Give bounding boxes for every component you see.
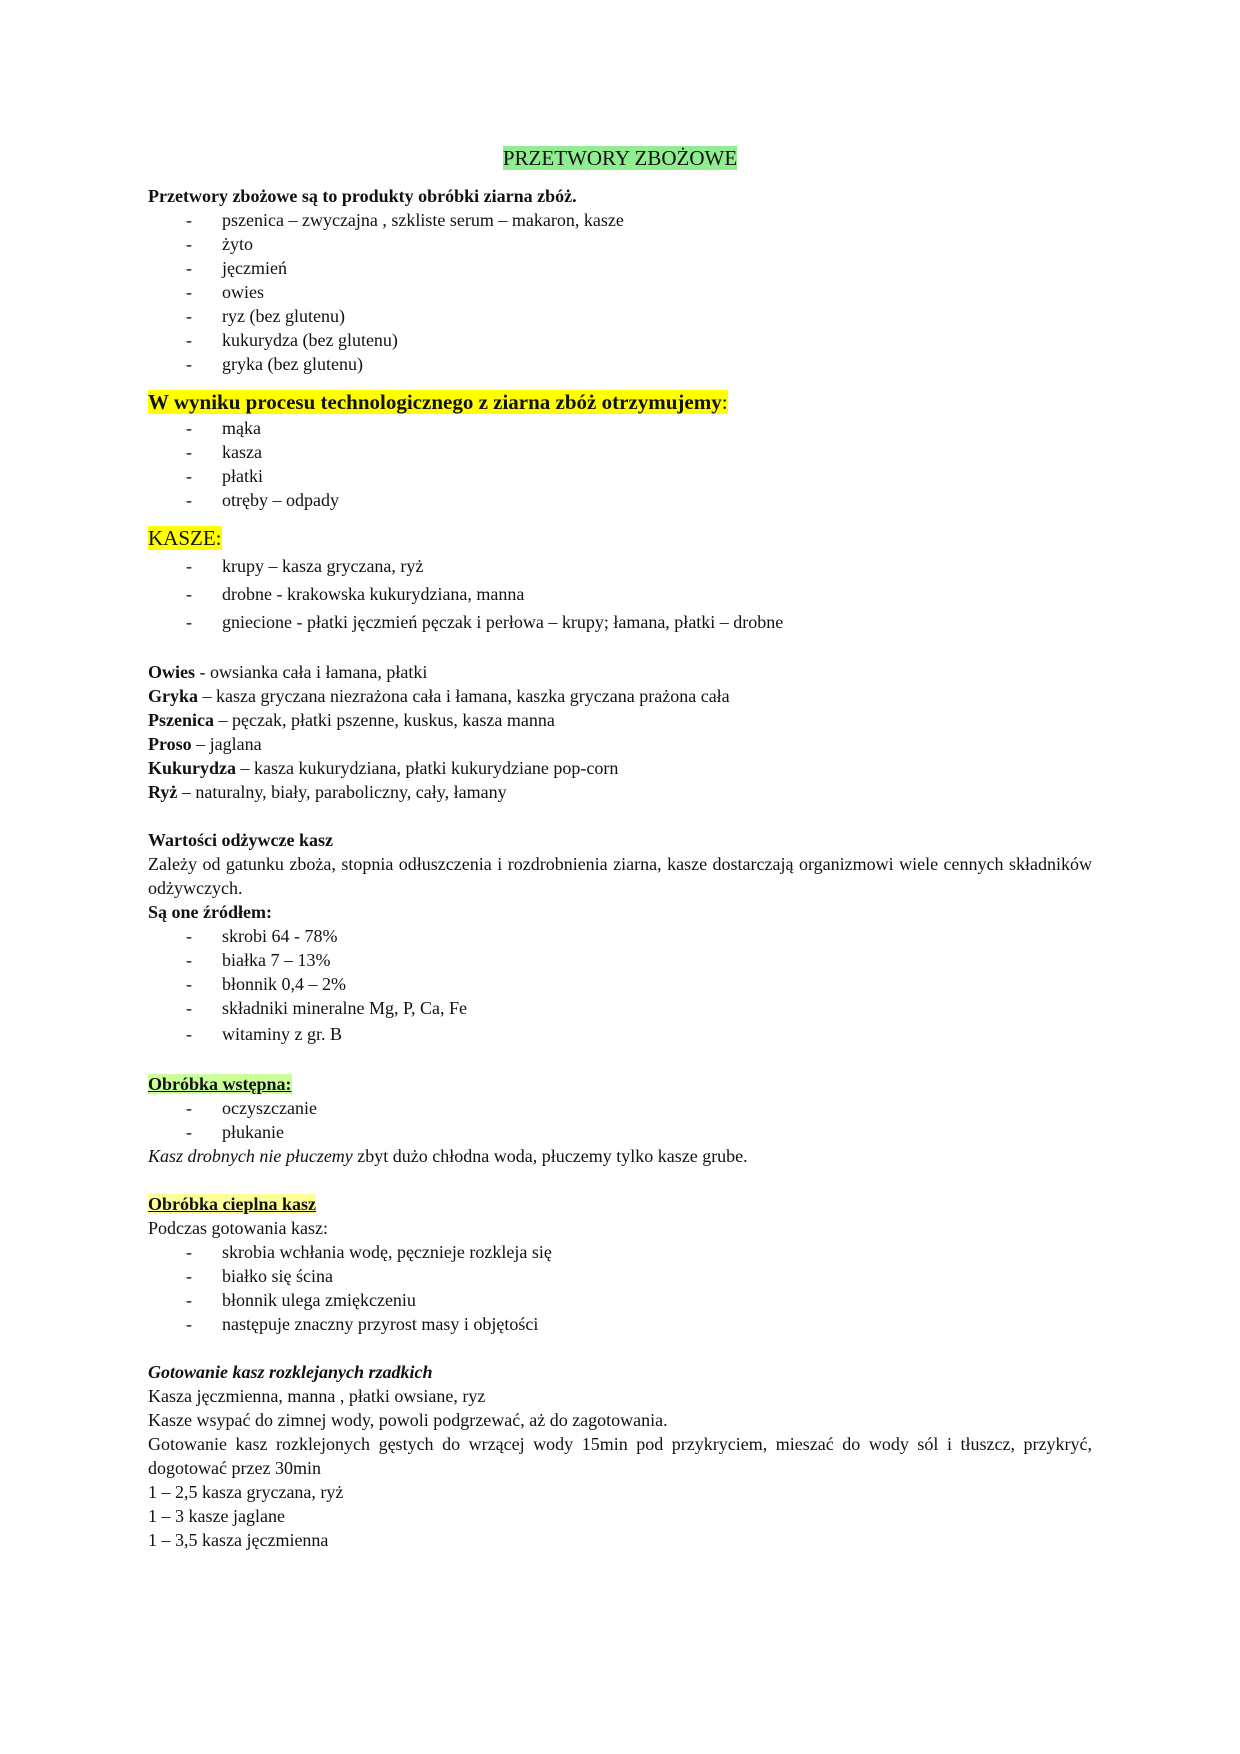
list-item: - ryz (bez glutenu) [148,304,1092,328]
nutrition-text: Zależy od gatunku zboża, stopnia odłuszczenia i rozdrobnienia ziarna, kasze dostarczają organizmowi wiele cennych składników odżywczych. [148,854,1092,898]
pre-processing-list [148,1096,1092,1144]
list-item: - mąka [148,416,1092,440]
grain-type-row [148,732,1092,756]
list-item: - błonnik 0,4 – 2% [148,972,1092,996]
list-item: - kukurydza (bez glutenu) [148,328,1092,352]
grain-type-desc: – naturalny, biały, paraboliczny, cały, łamany [177,782,507,802]
grain-type-name: Ryż [148,782,178,802]
list-item: - płukanie [148,1120,1092,1144]
grain-type-row [148,660,1092,684]
list-item: - białka 7 – 13% [148,948,1092,972]
cooking-line: Kasze wsypać do zimnej wody, powoli podgrzewać, aż do zagotowania. [148,1410,668,1430]
list-item: - gryka (bez glutenu) [148,352,1092,376]
list-item: - skrobia wchłania wodę, pęcznieje rozkleja się [148,1240,1092,1264]
grain-type-desc: – kasza kukurydziana, płatki kukurydziane pop-corn [236,758,619,778]
grain-type-row [148,756,1092,780]
kasze-heading [148,524,1092,552]
grain-type-name: Owies [148,662,195,682]
list-item: - płatki [148,464,1092,488]
kasze-list [148,552,1092,636]
list-item: - otręby – odpady [148,488,1092,512]
list-item: - drobne - krakowska kukurydziana, manna [148,580,1092,608]
heat-heading-text: Obróbka cieplna kasz [148,1194,317,1214]
kasze-heading-text: KASZE: [148,526,222,550]
list-item: - owies [148,280,1092,304]
pre-note-italic: Kasz drobnych nie płuczemy [148,1146,353,1166]
list-item: - białko się ścina [148,1264,1092,1288]
source-list [148,924,1092,1048]
document-page [148,144,1092,1552]
list-item: - pszenica – zwyczajna , szkliste serum – makaron, kasze [148,208,1092,232]
heat-heading [148,1192,1092,1216]
grains-list [148,208,1092,376]
cooking-line: Gotowanie kasz rozklejonych gęstych do wrzącej wody 15min pod przykryciem, mieszać do wody sól i tłuszcz, przykryć, dogotować przez 30min [148,1434,1092,1478]
list-item: - kasza [148,440,1092,464]
list-item: - następuje znaczny przyrost masy i objętości [148,1312,1092,1336]
grain-type-name: Gryka [148,686,199,706]
cooking-line: Kasza jęczmienna, manna , płatki owsiane, ryz [148,1386,486,1406]
grain-type-desc: - owsianka cała i łamana, płatki [195,662,428,682]
list-item: - oczyszczanie [148,1096,1092,1120]
process-list [148,416,1092,512]
process-heading [148,388,1092,416]
heat-intro: Podczas gotowania kasz: [148,1218,328,1238]
pre-processing-heading-text: Obróbka wstępna: [148,1074,292,1094]
heat-list [148,1240,1092,1336]
cooking-heading: Gotowanie kasz rozklejanych rzadkich [148,1362,433,1382]
grain-types [148,660,1092,804]
list-item: - składniki mineralne Mg, P, Ca, Fe [148,996,1092,1020]
pre-note-rest: zbyt dużo chłodna woda, płuczemy tylko kasze grube. [352,1146,748,1166]
process-heading-colon: : [721,390,728,414]
grain-type-name: Proso [148,734,192,754]
grain-type-row [148,780,1092,804]
source-heading: Są one źródłem: [148,902,272,922]
pre-processing-heading [148,1072,1092,1096]
grain-type-desc: – kasza gryczana niezrażona cała i łamana, kaszka gryczana prażona cała [198,686,730,706]
grain-type-name: Pszenica [148,710,214,730]
nutrition-heading: Wartości odżywcze kasz [148,830,333,850]
list-item: - witaminy z gr. B [148,1020,1092,1048]
list-item: - żyto [148,232,1092,256]
pre-processing-note [148,1144,1092,1168]
ratio-line: 1 – 3,5 kasza jęczmienna [148,1530,329,1550]
list-item: - skrobi 64 - 78% [148,924,1092,948]
page-title [148,144,1092,172]
list-item: - krupy – kasza gryczana, ryż [148,552,1092,580]
list-item: - gniecione - płatki jęczmień pęczak i perłowa – krupy; łamana, płatki – drobne [148,608,1092,636]
grain-type-row [148,684,1092,708]
grain-type-desc: – pęczak, płatki pszenne, kuskus, kasza manna [213,710,555,730]
page-title-text: PRZETWORY ZBOŻOWE [502,146,738,170]
ratio-line: 1 – 3 kasze jaglane [148,1506,285,1526]
grain-type-desc: – jaglana [191,734,262,754]
process-heading-text: W wyniku procesu technologicznego z ziarna zbóż otrzymujemy [148,390,722,414]
grain-type-row [148,708,1092,732]
grain-type-name: Kukurydza [148,758,237,778]
intro-text: Przetwory zbożowe są to produkty obróbki ziarna zbóż. [148,186,577,206]
list-item: - błonnik ulega zmiękczeniu [148,1288,1092,1312]
ratio-line: 1 – 2,5 kasza gryczana, ryż [148,1482,344,1502]
list-item: - jęczmień [148,256,1092,280]
